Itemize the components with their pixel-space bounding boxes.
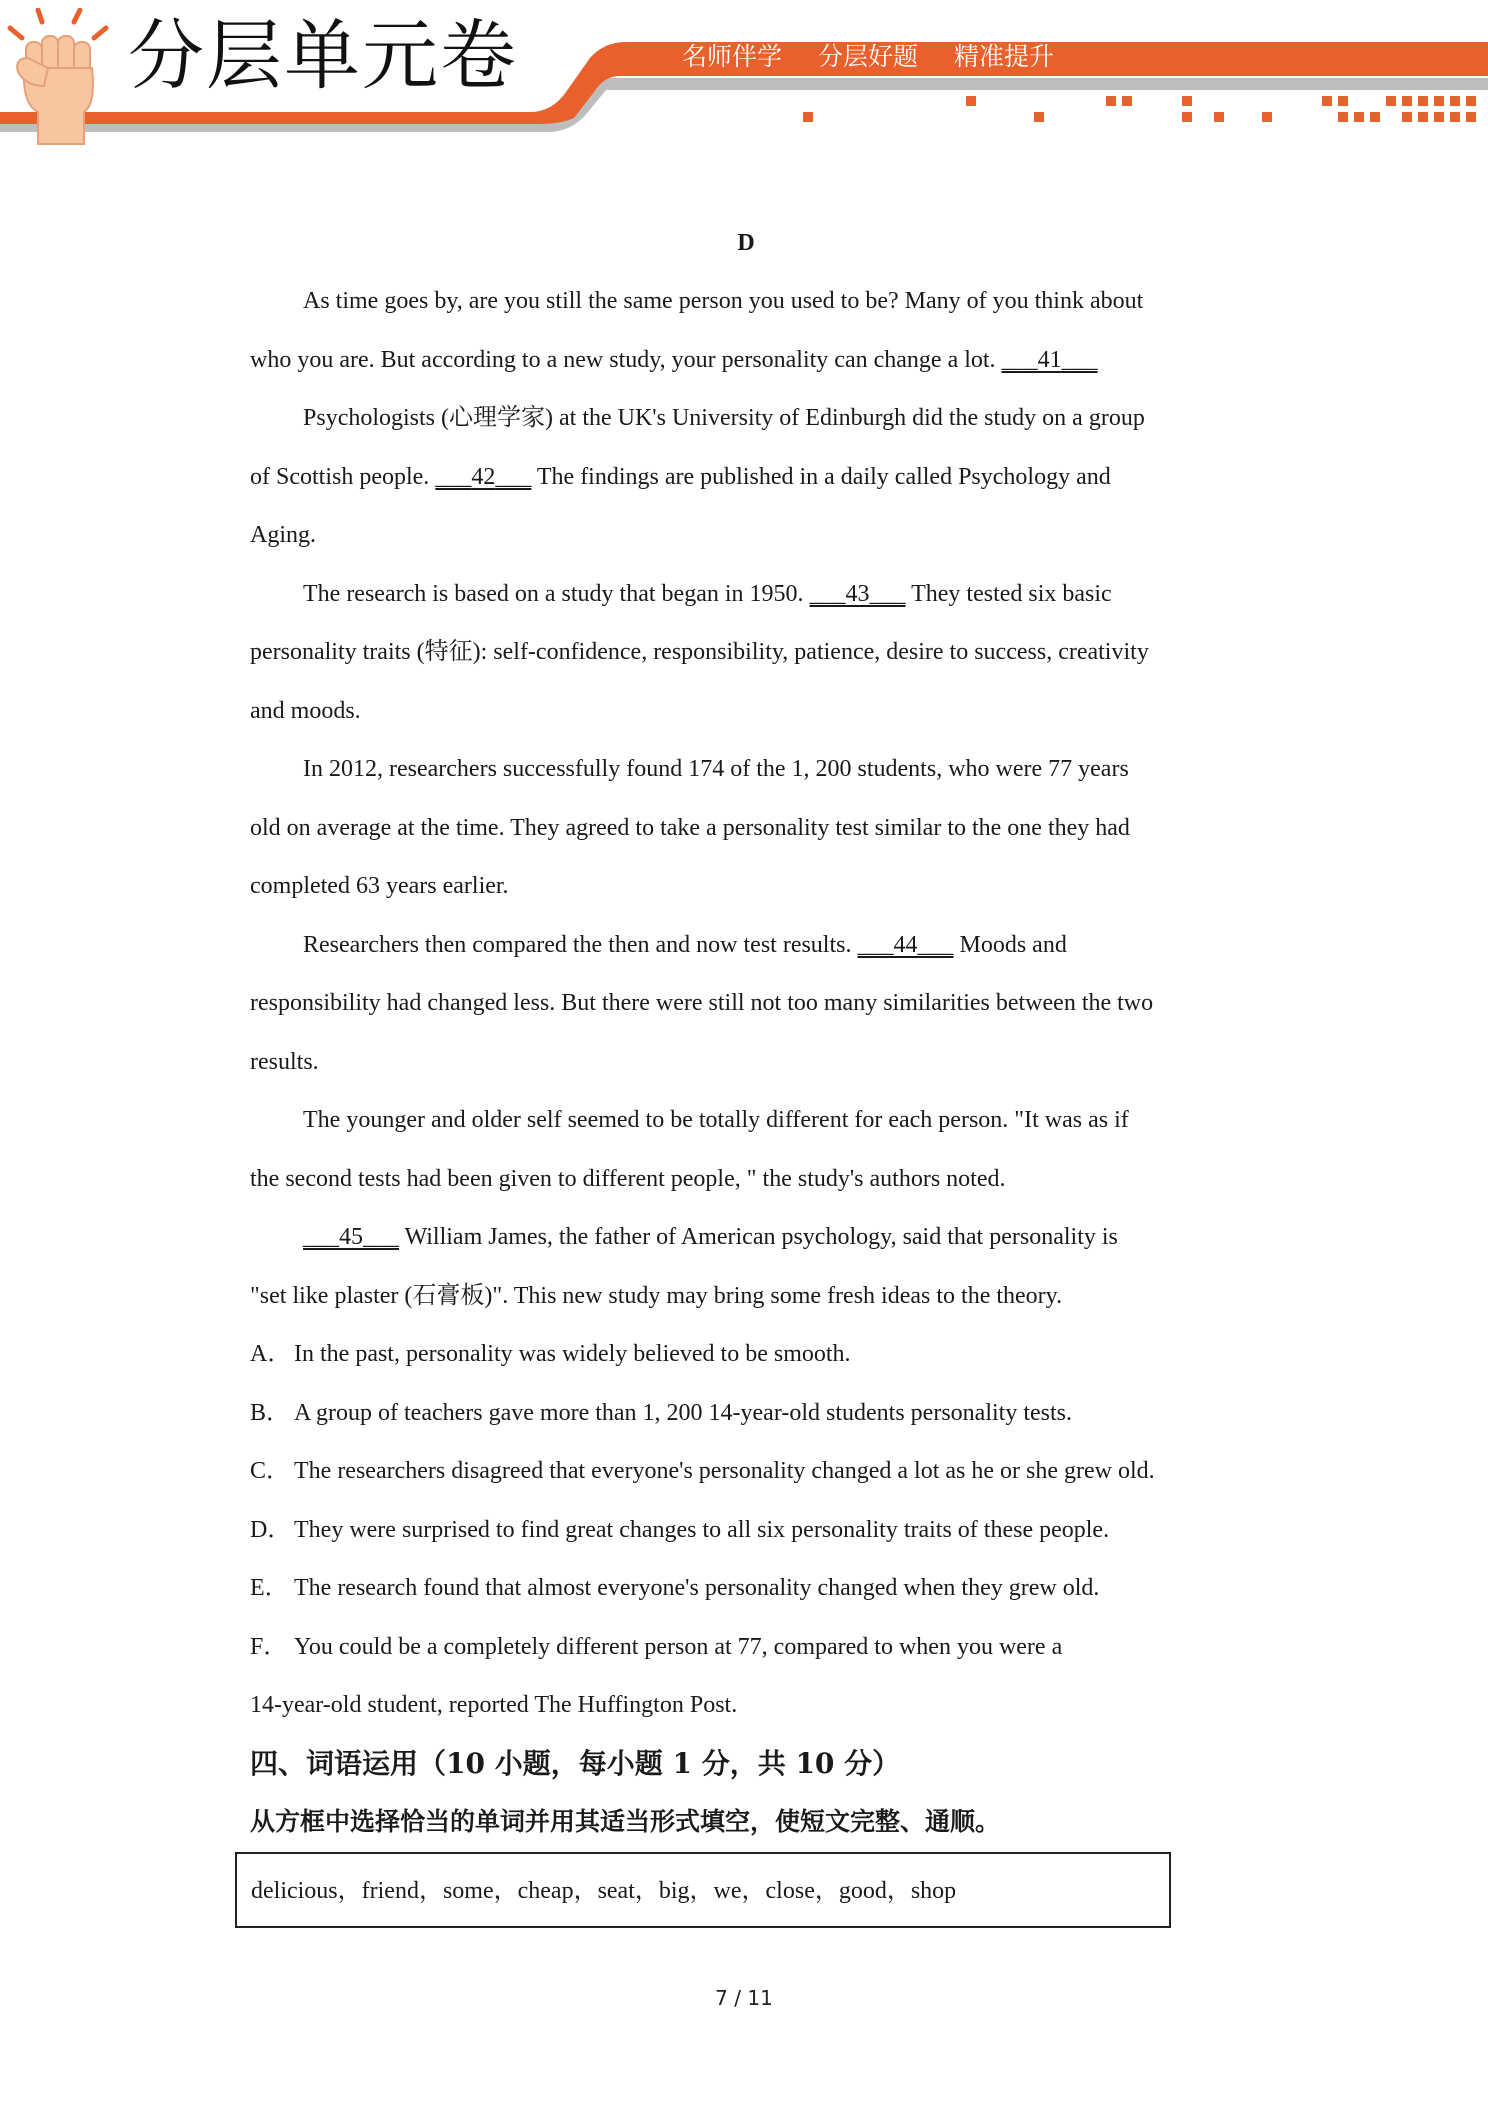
word-bank-text: delicious，friend，some，cheap，seat，big，we，close，good，shop	[251, 1878, 957, 1904]
answer-blank-43[interactable]: ___43___	[809, 580, 906, 607]
word-bank-box	[235, 1852, 1171, 1928]
passage-line	[250, 857, 1242, 916]
line-text: "set like plaster (石膏板)". This new study may bring some fresh ideas to the theory.	[250, 1282, 1063, 1309]
line-text: and moods.	[250, 697, 361, 724]
answer-blank-41[interactable]: ___41___	[1001, 346, 1098, 373]
line-text: who you are. But according to a new study, your personality can change a lot.	[250, 346, 1002, 373]
answer-blank-44[interactable]: ___44___	[857, 931, 954, 958]
answer-blank-42[interactable]: ___42___	[435, 463, 532, 490]
option-letter: E．	[250, 1575, 289, 1601]
slogan-2: 分层好题	[817, 42, 918, 71]
passage-line	[250, 506, 1242, 565]
option-f-continuation: 14-year-old student, reported The Huffington Post.	[250, 1692, 738, 1718]
option-letter: F．	[250, 1633, 288, 1660]
option-e	[250, 1559, 1242, 1618]
part-four-instruction: 从方框中选择恰当的单词并用其适当形式填空，使短文完整、通顺。	[250, 1806, 1001, 1836]
passage-line	[250, 682, 1242, 741]
blank-number: 42	[471, 463, 496, 490]
option-a	[250, 1325, 1242, 1384]
line-text: In 2012, researchers successfully found 174 of the 1, 200 students, who were 77 years	[303, 756, 1129, 782]
line-text: personality traits (特征): self-confidence, responsibility, patience, desire to success, creativity	[250, 639, 1149, 665]
option-text: The research found that almost everyone's personality changed when they grew old.	[294, 1575, 1100, 1601]
raised-fist-icon	[4, 8, 114, 148]
option-text: In the past, personality was widely believed to be smooth.	[294, 1341, 851, 1367]
passage-line	[250, 916, 1242, 975]
line-text: results.	[250, 1048, 319, 1075]
passage-line	[250, 448, 1242, 507]
passage-line	[250, 565, 1242, 624]
option-text: They were surprised to find great changes to all six personality traits of these people.	[294, 1516, 1110, 1543]
passage-line	[250, 1267, 1242, 1326]
line-text: Researchers then compared the then and now test results.	[303, 931, 858, 958]
option-text: A group of teachers gave more than 1, 200 14-year-old students personality tests.	[294, 1399, 1072, 1426]
passage-line	[250, 1208, 1242, 1267]
page-number: 7 / 11	[715, 1986, 773, 2010]
line-text: responsibility had changed less. But there were still not too many similarities between the two	[250, 990, 1154, 1016]
passage-line	[250, 623, 1242, 682]
option-b	[250, 1384, 1242, 1443]
passage-line	[250, 389, 1242, 448]
line-text: As time goes by, are you still the same person you used to be? Many of you think about	[303, 288, 1144, 314]
option-letter: C．	[250, 1458, 291, 1484]
line-text: completed 63 years earlier.	[250, 873, 509, 899]
passage-line	[250, 1091, 1242, 1150]
passage-line	[250, 1033, 1242, 1092]
passage-line	[250, 331, 1242, 390]
slogan-3: 精准提升	[953, 42, 1054, 71]
blank-number: 41	[1037, 346, 1062, 373]
answer-blank-45[interactable]: ___45___	[303, 1224, 399, 1250]
part-four-heading: 四、词语运用（10 小题，每小题 1 分，共 10 分）	[250, 1746, 901, 1780]
option-text: The researchers disagreed that everyone's personality changed a lot as he or she grew old.	[294, 1458, 1155, 1484]
line-text: Psychologists (心理学家) at the UK's University of Edinburgh did the study on a group	[303, 405, 1145, 431]
blank-number: 43	[845, 580, 870, 607]
line-text: The younger and older self seemed to be totally different for each person. "It was as if	[303, 1107, 1129, 1133]
line-text: The research is based on a study that began in 1950.	[303, 580, 810, 607]
option-c	[250, 1442, 1242, 1501]
passage-line	[250, 974, 1242, 1033]
blank-number: 45	[339, 1224, 363, 1250]
option-letter: A．	[250, 1341, 292, 1367]
brand-title: 分层单元卷	[128, 11, 518, 100]
line-text: William James, the father of American psychology, said that personality is	[399, 1224, 1118, 1250]
option-text: You could be a completely different person at 77, compared to when you were a	[294, 1633, 1063, 1660]
passage-line	[250, 799, 1242, 858]
passage-line	[250, 1150, 1242, 1209]
page-header	[0, 0, 1488, 150]
line-text: The findings are published in a daily called Psychology and	[531, 463, 1111, 490]
line-text: old on average at the time. They agreed to take a personality test similar to the one they had	[250, 814, 1130, 841]
slogan-1: 名师伴学	[682, 42, 783, 71]
option-letter: D．	[250, 1516, 292, 1543]
section-letter: D	[737, 230, 755, 256]
passage-line	[250, 740, 1242, 799]
line-text: of Scottish people.	[250, 463, 436, 490]
option-letter: B．	[250, 1399, 291, 1426]
passage-line	[250, 272, 1242, 331]
line-text: Moods and	[953, 931, 1067, 958]
header-slogan	[682, 44, 1242, 69]
blank-number: 44	[893, 931, 918, 958]
line-text: They tested six basic	[905, 580, 1112, 607]
line-text: the second tests had been given to different people, " the study's authors noted.	[250, 1165, 1006, 1192]
reading-passage	[250, 214, 1242, 1851]
option-d	[250, 1501, 1242, 1560]
option-f	[250, 1618, 1242, 1677]
line-text: Aging.	[250, 522, 316, 548]
